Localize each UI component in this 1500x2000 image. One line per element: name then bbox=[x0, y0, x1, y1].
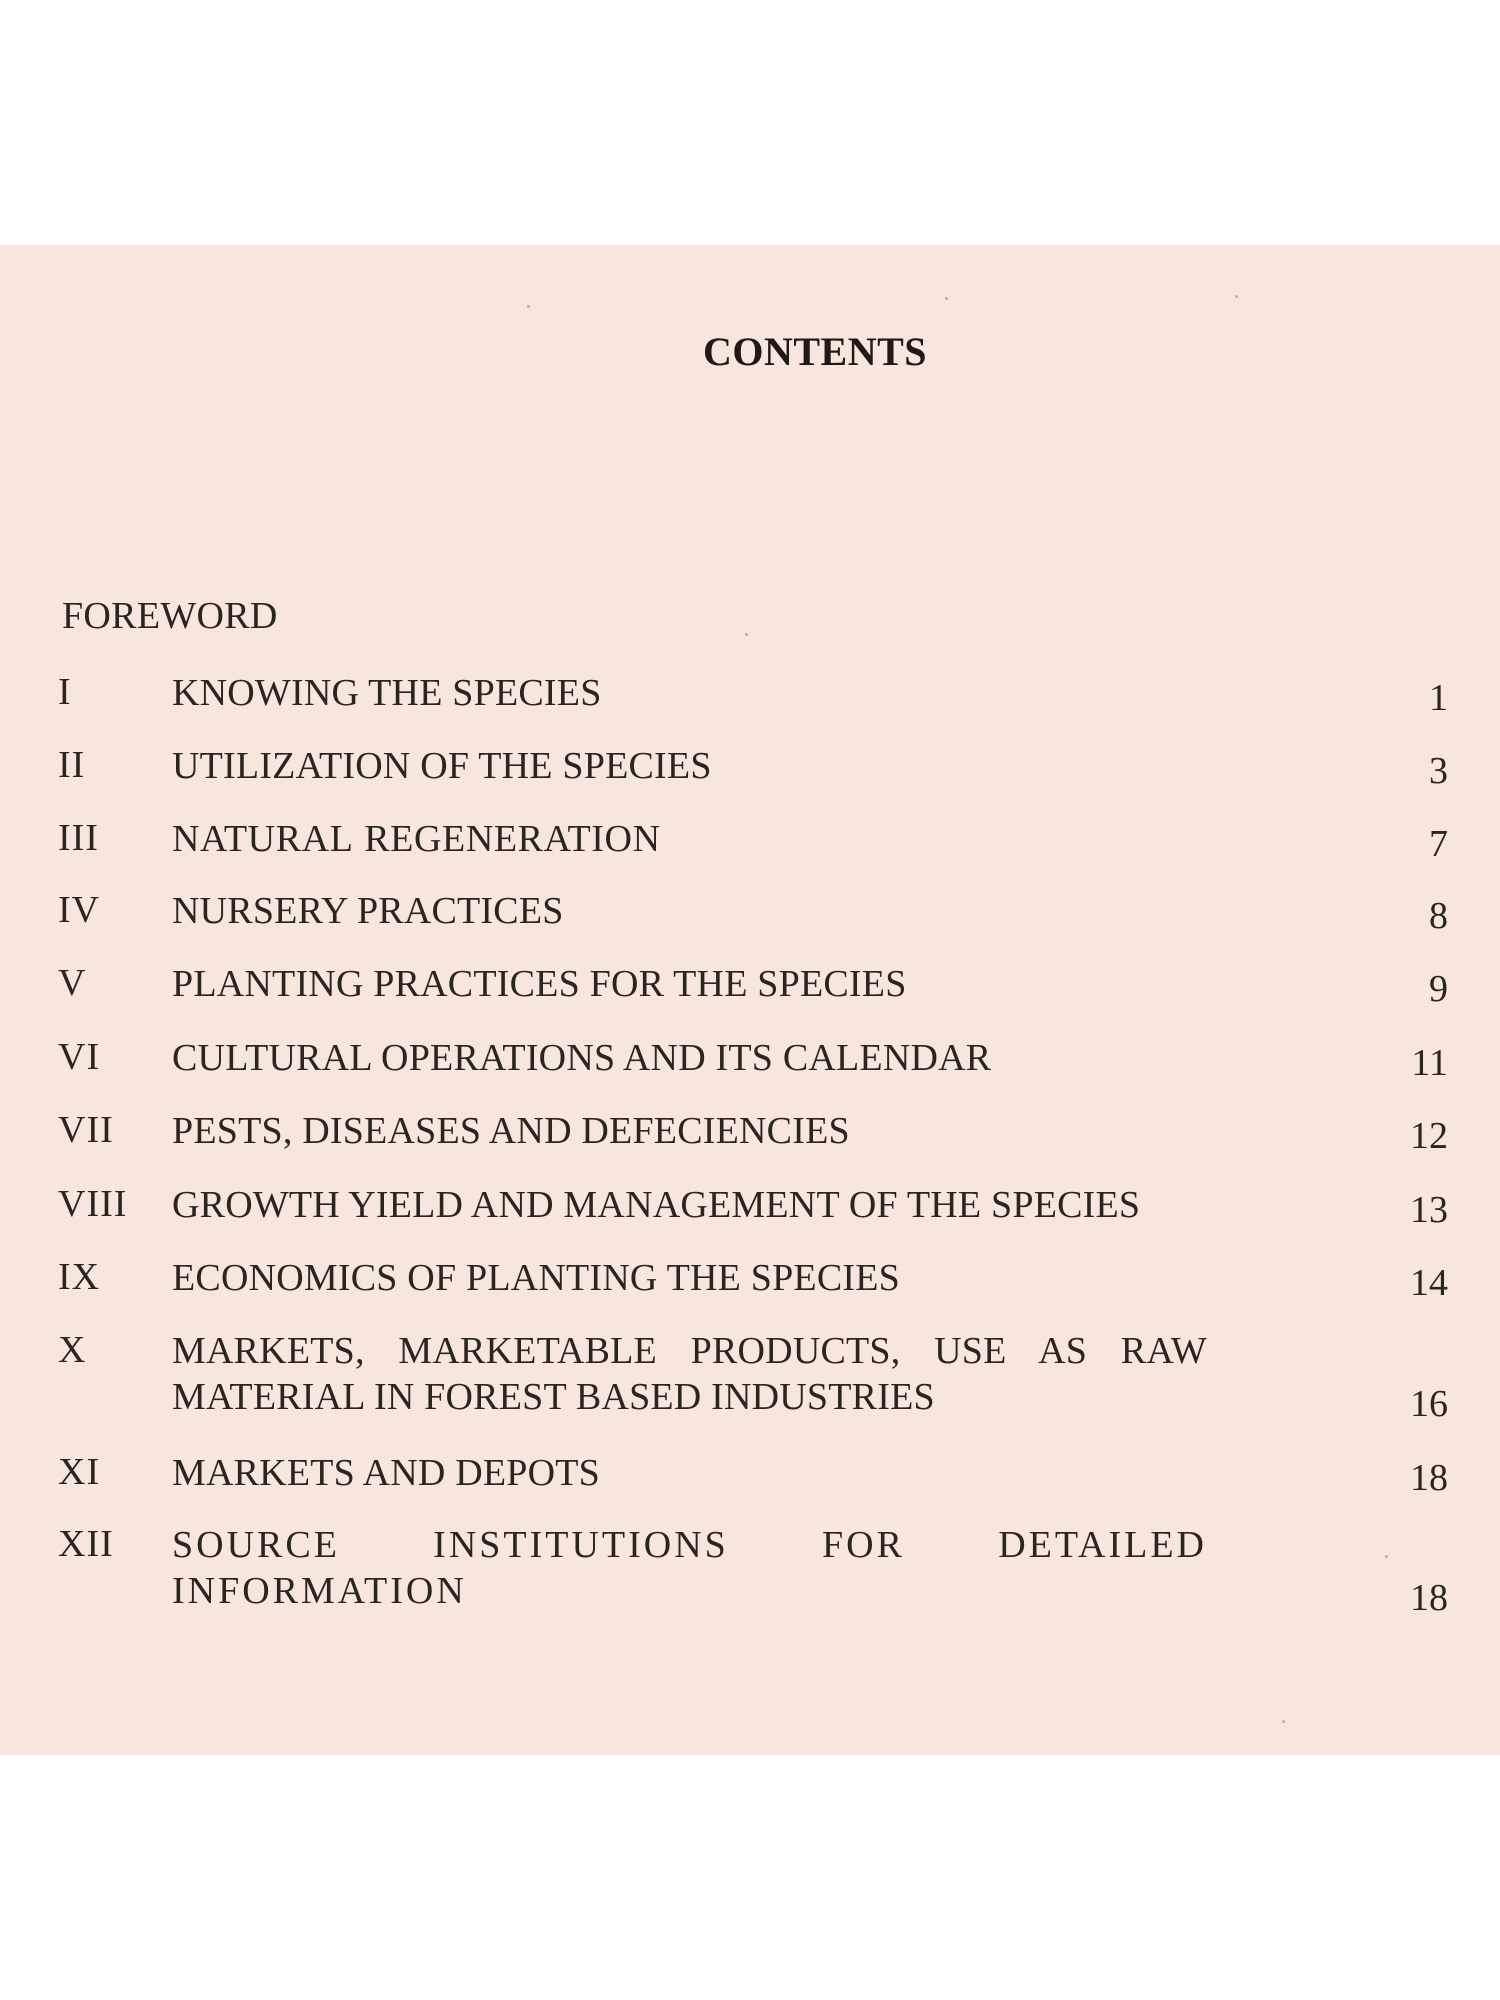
chapter-numeral: V bbox=[58, 962, 87, 1004]
chapter-title: MARKETS AND DEPOTS bbox=[172, 1452, 600, 1494]
paper-speck bbox=[1235, 295, 1238, 298]
page-number: 7 bbox=[1429, 823, 1448, 865]
chapter-title: CULTURAL OPERATIONS AND ITS CALENDAR bbox=[172, 1037, 992, 1079]
chapter-numeral: IV bbox=[58, 889, 101, 931]
paper-speck bbox=[945, 297, 948, 300]
paper-speck bbox=[1385, 1555, 1388, 1558]
chapter-title: GROWTH YIELD AND MANAGEMENT OF THE SPECIES bbox=[172, 1184, 1141, 1226]
chapter-numeral: XII bbox=[58, 1523, 114, 1565]
page-number: 11 bbox=[1411, 1042, 1448, 1084]
page-number: 3 bbox=[1429, 750, 1448, 792]
chapter-title: NURSERY PRACTICES bbox=[172, 890, 564, 932]
paper-speck bbox=[527, 305, 530, 308]
chapter-numeral: I bbox=[58, 671, 72, 713]
paper-speck bbox=[1282, 1720, 1285, 1723]
page-number: 18 bbox=[1410, 1577, 1448, 1619]
page-title: CONTENTS bbox=[702, 329, 928, 374]
chapter-title: PLANTING PRACTICES FOR THE SPECIES bbox=[172, 963, 907, 1005]
chapter-numeral: VIII bbox=[58, 1183, 128, 1225]
chapter-title: UTILIZATION OF THE SPECIES bbox=[172, 745, 712, 787]
chapter-title: KNOWING THE SPECIES bbox=[172, 672, 602, 714]
chapter-title: PESTS, DISEASES AND DEFECIENCIES bbox=[172, 1110, 850, 1152]
page-number: 18 bbox=[1410, 1457, 1448, 1499]
paper-speck bbox=[745, 633, 748, 636]
chapter-numeral: XI bbox=[58, 1451, 101, 1493]
foreword-entry: FOREWORD bbox=[62, 595, 278, 637]
chapter-numeral: IX bbox=[58, 1256, 101, 1298]
page-number: 12 bbox=[1410, 1115, 1448, 1157]
page-number: 16 bbox=[1410, 1383, 1448, 1425]
page-number: 1 bbox=[1429, 677, 1448, 719]
chapter-title: ECONOMICS OF PLANTING THE SPECIES bbox=[172, 1257, 900, 1299]
page-number: 14 bbox=[1410, 1262, 1448, 1304]
chapter-title: NATURAL REGENERATION bbox=[172, 818, 661, 860]
page-number: 9 bbox=[1429, 968, 1448, 1010]
chapter-numeral: III bbox=[58, 817, 99, 859]
chapter-numeral: VI bbox=[58, 1036, 101, 1078]
page-number: 13 bbox=[1410, 1189, 1448, 1231]
chapter-numeral: X bbox=[58, 1329, 87, 1371]
chapter-title: MARKETS, MARKETABLE PRODUCTS, USE AS RAW MATERIAL IN FOREST BASED INDUSTRIES bbox=[172, 1330, 1207, 1418]
page-number: 8 bbox=[1429, 895, 1448, 937]
chapter-title: SOURCE INSTITUTIONS FOR DETAILED INFORMATION bbox=[172, 1524, 1207, 1612]
chapter-numeral: VII bbox=[58, 1109, 114, 1151]
chapter-numeral: II bbox=[58, 744, 86, 786]
